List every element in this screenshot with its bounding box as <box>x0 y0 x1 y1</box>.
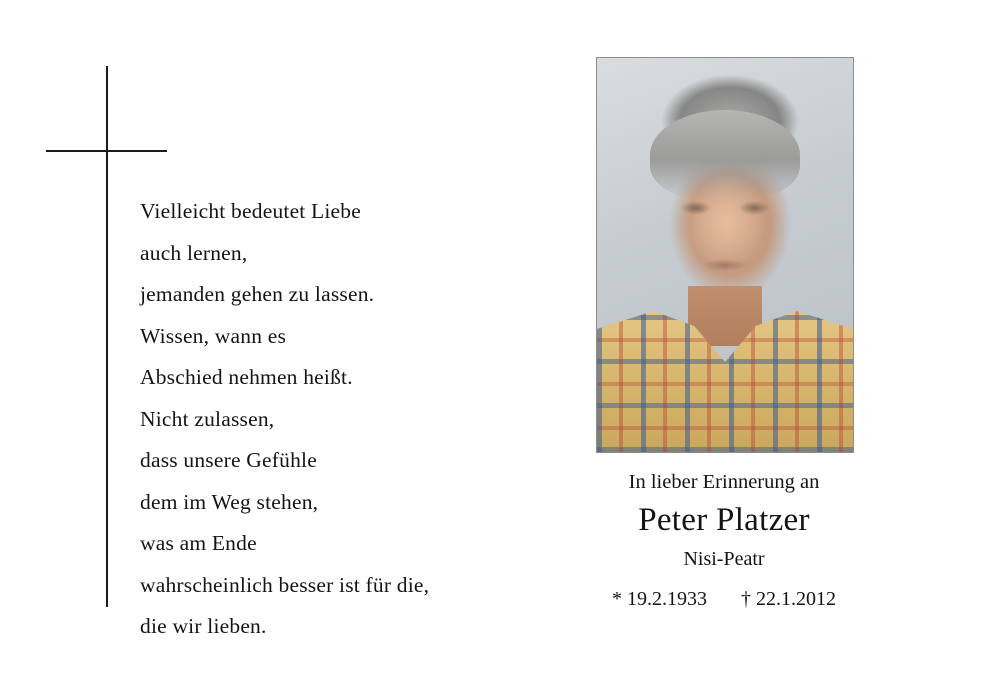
birth-date: * 19.2.1933 <box>612 588 707 610</box>
poem-line: Vielleicht bedeutet Liebe <box>140 199 361 223</box>
poem-line: auch lernen, <box>140 240 248 265</box>
poem-line: was am Ende <box>140 531 257 555</box>
poem-line: Wissen, wann es <box>140 323 287 348</box>
death-date: † 22.1.2012 <box>741 588 836 610</box>
deceased-name: Peter Platzer <box>638 502 810 538</box>
portrait-photo <box>596 57 854 453</box>
portrait-face <box>659 154 791 304</box>
poem-line: Nicht zulassen, <box>140 406 275 431</box>
poem-line: dem im Weg stehen, <box>140 489 319 514</box>
poem-line: Abschied nehmen heißt. <box>140 365 353 389</box>
cross-horizontal-bar <box>46 150 167 152</box>
cross-vertical-bar <box>106 66 108 607</box>
poem-line: wahrscheinlich besser ist für die, <box>140 572 430 597</box>
caption-intro: In lieber Erinnerung an <box>628 471 820 493</box>
memorial-caption <box>596 468 852 612</box>
poem-block <box>140 191 540 648</box>
poem-line: die wir lieben. <box>140 614 267 638</box>
life-dates <box>596 586 852 612</box>
poem-line: dass unsere Gefühle <box>140 448 317 472</box>
poem-line: jemanden gehen zu lassen. <box>140 282 375 306</box>
deceased-nickname: Nisi-Peatr <box>683 548 765 570</box>
